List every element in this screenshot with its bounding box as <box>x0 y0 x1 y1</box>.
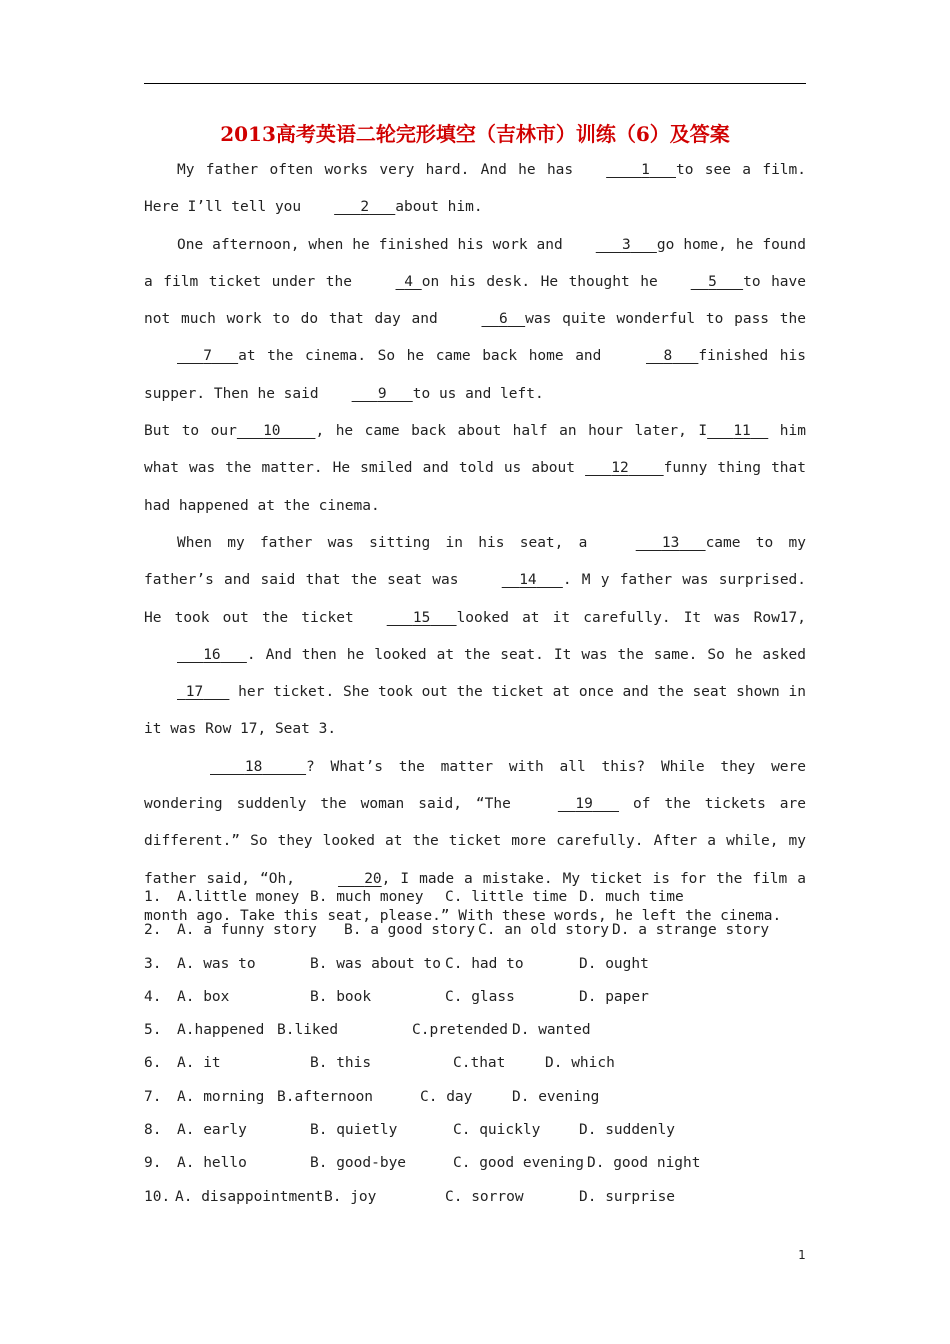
paragraph-4 <box>144 525 806 749</box>
passage-text: . M y father was surprised. He took out the ticket <box>144 572 807 626</box>
option-row <box>144 1147 806 1180</box>
blank-17: 17 <box>185 684 204 701</box>
blank-6: 6 <box>498 311 508 328</box>
option-c: C. glass <box>445 988 515 1005</box>
passage-text: came to my father’s and said that the seat was <box>144 534 806 589</box>
option-b: B. book <box>310 988 372 1005</box>
question-number: 9. <box>144 1155 162 1172</box>
blank-4: 4 <box>404 273 413 290</box>
passage-text: My father often works very hard. And he has <box>177 162 574 178</box>
page-number: 1 <box>798 1248 806 1262</box>
question-number: 1. <box>144 889 162 905</box>
blank-11: 11 <box>733 423 751 440</box>
blank-5: 5 <box>708 273 717 290</box>
passage-text: looked at it carefully. It was Row17, <box>456 609 806 626</box>
option-b: B. quietly <box>310 1122 398 1139</box>
option-c: C.pretended <box>412 1022 509 1039</box>
passage-text: to have not much work to do that day and <box>144 273 806 328</box>
option-row <box>144 1014 806 1047</box>
option-row <box>144 1181 806 1214</box>
blank-19: 19 <box>575 796 593 813</box>
question-number: 10. <box>144 1188 171 1205</box>
option-a: A.happened <box>177 1022 265 1039</box>
passage-text: her ticket. She took out the ticket at once and the seat shown in it was Row 17, Seat 3. <box>144 684 806 738</box>
passage-text: , I made a mistake. My ticket is for the film a month ago. Take this seat, please.” With these words, he left the cinema. <box>144 870 806 924</box>
question-number: 5. <box>144 1022 162 1039</box>
option-d: D. good night <box>587 1155 701 1172</box>
passage-text: of the tickets are different.” So they looked at the ticket more carefully. After a while, my father said, “Oh, <box>144 796 807 887</box>
passage-text: . And then he looked at the seat. It was the same. So he asked <box>246 646 806 663</box>
option-c: C.that <box>453 1055 506 1072</box>
passage-text: But to our <box>144 423 237 440</box>
option-row <box>144 881 806 914</box>
passage-text: ? What’s the matter with all this? While they were wondering suddenly the woman said, “The <box>144 758 806 813</box>
option-c: C. day <box>420 1088 473 1105</box>
passage-text: on his desk. He thought he <box>421 273 658 290</box>
option-row <box>144 981 806 1014</box>
option-b: B.afternoon <box>277 1088 374 1105</box>
option-d: D. ought <box>579 955 649 972</box>
option-a: A. was to <box>177 955 256 972</box>
option-b: B. this <box>310 1055 372 1072</box>
blank-12: 12 <box>611 460 629 477</box>
option-c: C. an old story <box>478 922 609 939</box>
blank-3: 3 <box>621 236 631 253</box>
question-number: 8. <box>144 1122 162 1139</box>
page-title: 2013高考英语二轮完形填空（吉林市）训练（6）及答案 <box>220 122 730 146</box>
option-a: A. box <box>177 988 230 1005</box>
option-d: D. paper <box>579 988 649 1005</box>
option-c: C. sorrow <box>445 1188 524 1205</box>
option-b: B. a good story <box>344 922 475 939</box>
paragraph-1 <box>144 152 806 227</box>
option-b: B. good-bye <box>310 1155 407 1172</box>
option-a: A. it <box>177 1055 221 1072</box>
option-b: B. was about to <box>310 955 441 972</box>
passage-text: about him. <box>395 199 483 216</box>
passage-text: , he came back about half an hour later, I <box>315 423 708 440</box>
blank-14: 14 <box>519 572 537 589</box>
blank-20: 20 <box>364 870 382 887</box>
passage-text: at the cinema. So he came back home and <box>238 348 602 365</box>
passage-text: funny thing that had happened at the cinema. <box>144 460 806 514</box>
option-d: D. a strange story <box>612 922 770 939</box>
question-number: 3. <box>144 955 162 972</box>
option-c: C. little time <box>445 889 568 905</box>
option-a: A. disappointment <box>175 1188 324 1205</box>
option-row <box>144 1114 806 1147</box>
option-d: D. evening <box>512 1088 600 1105</box>
option-d: D. surprise <box>579 1188 676 1205</box>
option-a: A. a funny story <box>177 922 317 939</box>
options-list <box>144 881 806 1214</box>
option-a: A.little money <box>177 889 300 905</box>
option-row <box>144 1081 806 1114</box>
blank-15: 15 <box>412 609 431 626</box>
option-d: D. which <box>545 1055 615 1072</box>
passage-text: to us and left. <box>412 385 544 402</box>
blank-13: 13 <box>661 534 680 551</box>
question-number: 4. <box>144 988 162 1005</box>
blank-7: 7 <box>203 348 212 365</box>
option-row <box>144 1047 806 1080</box>
passage-text: was quite wonderful to pass the <box>525 311 806 328</box>
paragraph-2 <box>144 227 806 413</box>
option-a: A. hello <box>177 1155 247 1172</box>
option-a: A. morning <box>177 1088 265 1105</box>
blank-18: 18 <box>244 758 263 775</box>
question-number: 2. <box>144 922 162 939</box>
paragraph-3 <box>144 413 806 525</box>
blank-1: 1 <box>641 162 650 178</box>
option-b: B. much money <box>310 889 424 905</box>
blank-10: 10 <box>263 423 281 440</box>
option-b: B.liked <box>277 1022 339 1039</box>
option-c: C. quickly <box>453 1122 541 1139</box>
option-d: D. suddenly <box>579 1122 676 1139</box>
passage-text: go home, he found a film ticket under the <box>144 236 806 290</box>
passage-text: to see a film. Here I’ll tell you <box>144 162 806 216</box>
option-d: D. wanted <box>512 1022 591 1039</box>
passage <box>144 152 806 935</box>
passage-text: finished his supper. Then he said <box>144 348 806 402</box>
blank-9: 9 <box>377 385 387 402</box>
option-d: D. much time <box>579 889 684 905</box>
blank-16: 16 <box>203 646 221 663</box>
option-row <box>144 948 806 981</box>
option-b: B. joy <box>324 1188 377 1205</box>
question-number: 7. <box>144 1088 162 1105</box>
question-number: 6. <box>144 1055 162 1072</box>
option-c: C. good evening <box>453 1155 584 1172</box>
option-a: A. early <box>177 1122 247 1139</box>
blank-2: 2 <box>360 199 370 216</box>
passage-text: One afternoon, when he finished his work and <box>177 236 563 253</box>
option-c: C. had to <box>445 955 524 972</box>
option-row <box>144 914 806 947</box>
header-rule <box>144 83 806 84</box>
blank-8: 8 <box>663 348 673 365</box>
passage-text: him what was the matter. He smiled and told us about <box>144 423 806 477</box>
passage-text: When my father was sitting in his seat, a <box>177 534 588 551</box>
